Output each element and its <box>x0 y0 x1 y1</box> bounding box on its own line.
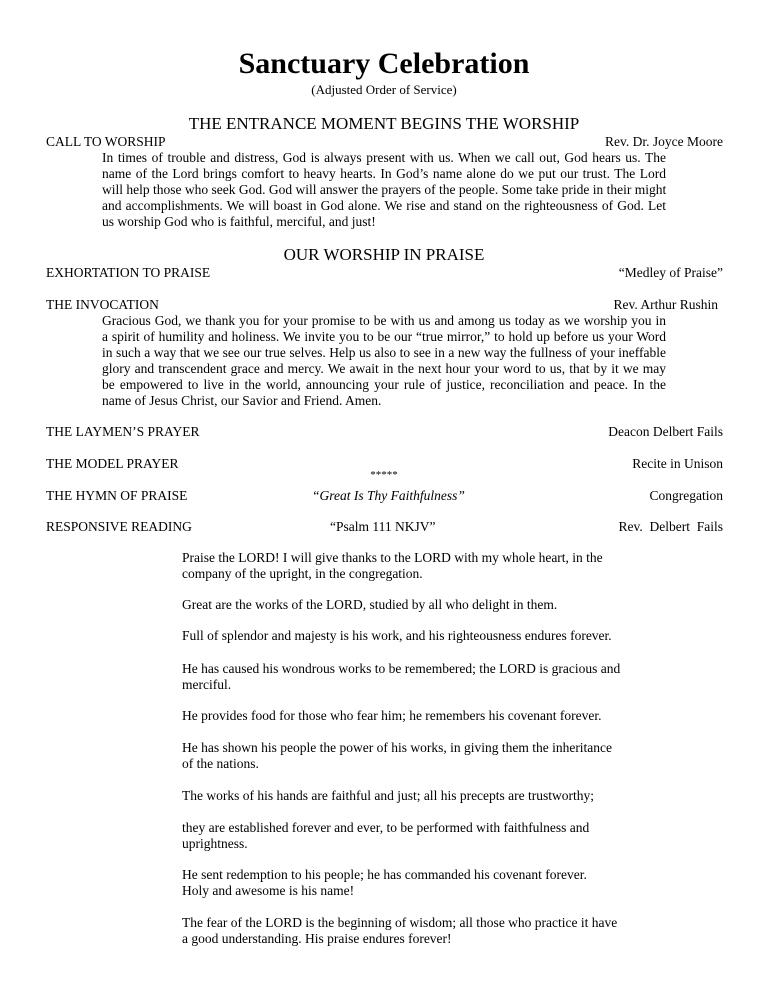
call-to-worship-line: us worship God who is faithful, merciful, and just! <box>102 214 376 229</box>
psalm-line: He has shown his people the power of his works, in giving them the inheritance <box>182 740 613 755</box>
psalm-verse <box>182 628 642 644</box>
model-prayer-label: THE MODEL PRAYER <box>46 456 179 471</box>
psalm-line: He has caused his wondrous works to be remembered; the LORD is gracious and <box>182 661 621 676</box>
psalm-line: Great are the works of the LORD, studied by all who delight in them. <box>182 597 558 612</box>
responsive-reading-title: “Psalm 111 NKJV” <box>330 519 436 534</box>
invocation-line: glory and transcendent grace and mercy. We await in the next hour your word to us, that by it we may <box>102 361 666 376</box>
invocation-line: in such a way that we see our true selves. Help us also to see in a new way the fullness of your ineffable <box>102 345 666 360</box>
psalm-verse <box>182 597 642 613</box>
psalm-line: He sent redemption to his people; he has commanded his covenant forever. <box>182 867 587 882</box>
separator: ***** <box>370 469 398 481</box>
call-to-worship-leader: Rev. Dr. Joyce Moore <box>605 134 723 149</box>
hymn-label: THE HYMN OF PRAISE <box>46 488 188 503</box>
invocation-line: be empowered to live in the world, announcing your rule of justice, reconciliation and peace. In the <box>102 377 666 392</box>
psalm-line: a good understanding. His praise endures forever! <box>182 931 452 946</box>
exhortation-value: “Medley of Praise” <box>618 265 723 280</box>
invocation-leader: Rev. Arthur Rushin <box>613 297 718 312</box>
invocation-line: name of Jesus Christ, our Savior and Friend. Amen. <box>102 393 382 408</box>
call-to-worship-line: In times of trouble and distress, God is always present with us. When we call out, God hears us. The <box>102 150 666 165</box>
psalm-line: they are established forever and ever, to be performed with faithfulness and <box>182 820 590 835</box>
psalm-verse <box>182 740 642 772</box>
call-to-worship-line: and accomplishments. We will boast in God alone. We rise and stand on the righteousness of God. Let <box>102 198 666 213</box>
hymn-title: “Great Is Thy Faithfulness” <box>312 488 465 503</box>
page-subtitle: (Adjusted Order of Service) <box>311 82 457 97</box>
psalm-line: uprightness. <box>182 836 248 851</box>
laymens-prayer-label: THE LAYMEN’S PRAYER <box>46 424 200 439</box>
hymn-leader: Congregation <box>649 488 723 503</box>
responsive-reading-leader: Rev. Delbert Fails <box>618 519 723 534</box>
invocation-line: Gracious God, we thank you for your promise to be with us and among us today as we worship you in <box>102 313 666 328</box>
section-heading-praise: OUR WORSHIP IN PRAISE <box>283 245 485 264</box>
psalm-line: The works of his hands are faithful and just; all his precepts are trustworthy; <box>182 788 595 803</box>
laymens-prayer-leader: Deacon Delbert Fails <box>608 424 723 439</box>
exhortation-label: EXHORTATION TO PRAISE <box>46 265 211 280</box>
psalm-line: The fear of the LORD is the beginning of wisdom; all those who practice it have <box>182 915 618 930</box>
invocation-label: THE INVOCATION <box>46 297 159 312</box>
responsive-reading-label: RESPONSIVE READING <box>46 519 192 534</box>
psalm-verse <box>182 661 642 693</box>
call-to-worship-label: CALL TO WORSHIP <box>46 134 166 149</box>
psalm-verse <box>182 550 642 582</box>
psalm-verse <box>182 867 642 899</box>
psalm-line: of the nations. <box>182 756 259 771</box>
section-heading-entrance: THE ENTRANCE MOMENT BEGINS THE WORSHIP <box>188 114 580 133</box>
page-title: Sanctuary Celebration <box>238 47 530 80</box>
psalm-line: Praise the LORD! I will give thanks to the LORD with my whole heart, in the <box>182 550 603 565</box>
psalm-verse <box>182 708 642 724</box>
psalm-line: He provides food for those who fear him; he remembers his covenant forever. <box>182 708 602 723</box>
psalm-line: company of the upright, in the congregation. <box>182 566 423 581</box>
invocation-line: a spirit of humility and holiness. We invite you to be our “true mirror,” to hold up before us your Word <box>102 329 666 344</box>
psalm-line: merciful. <box>182 677 232 692</box>
call-to-worship-line: will help those who seek God. God will answer the prayers of the people. Some take pride in their might <box>102 182 667 197</box>
psalm-verse <box>182 820 642 852</box>
psalm-line: Holy and awesome is his name! <box>182 883 355 898</box>
call-to-worship-text <box>102 150 666 230</box>
invocation-text <box>102 313 666 409</box>
psalm-verse <box>182 915 642 947</box>
psalm-line: Full of splendor and majesty is his work, and his righteousness endures forever. <box>182 628 612 643</box>
call-to-worship-line: name of the Lord brings comfort to heavy hearts. In God’s name alone do we put our trust. The Lord <box>102 166 666 181</box>
psalm-verse <box>182 788 642 804</box>
model-prayer-leader: Recite in Unison <box>632 456 723 471</box>
